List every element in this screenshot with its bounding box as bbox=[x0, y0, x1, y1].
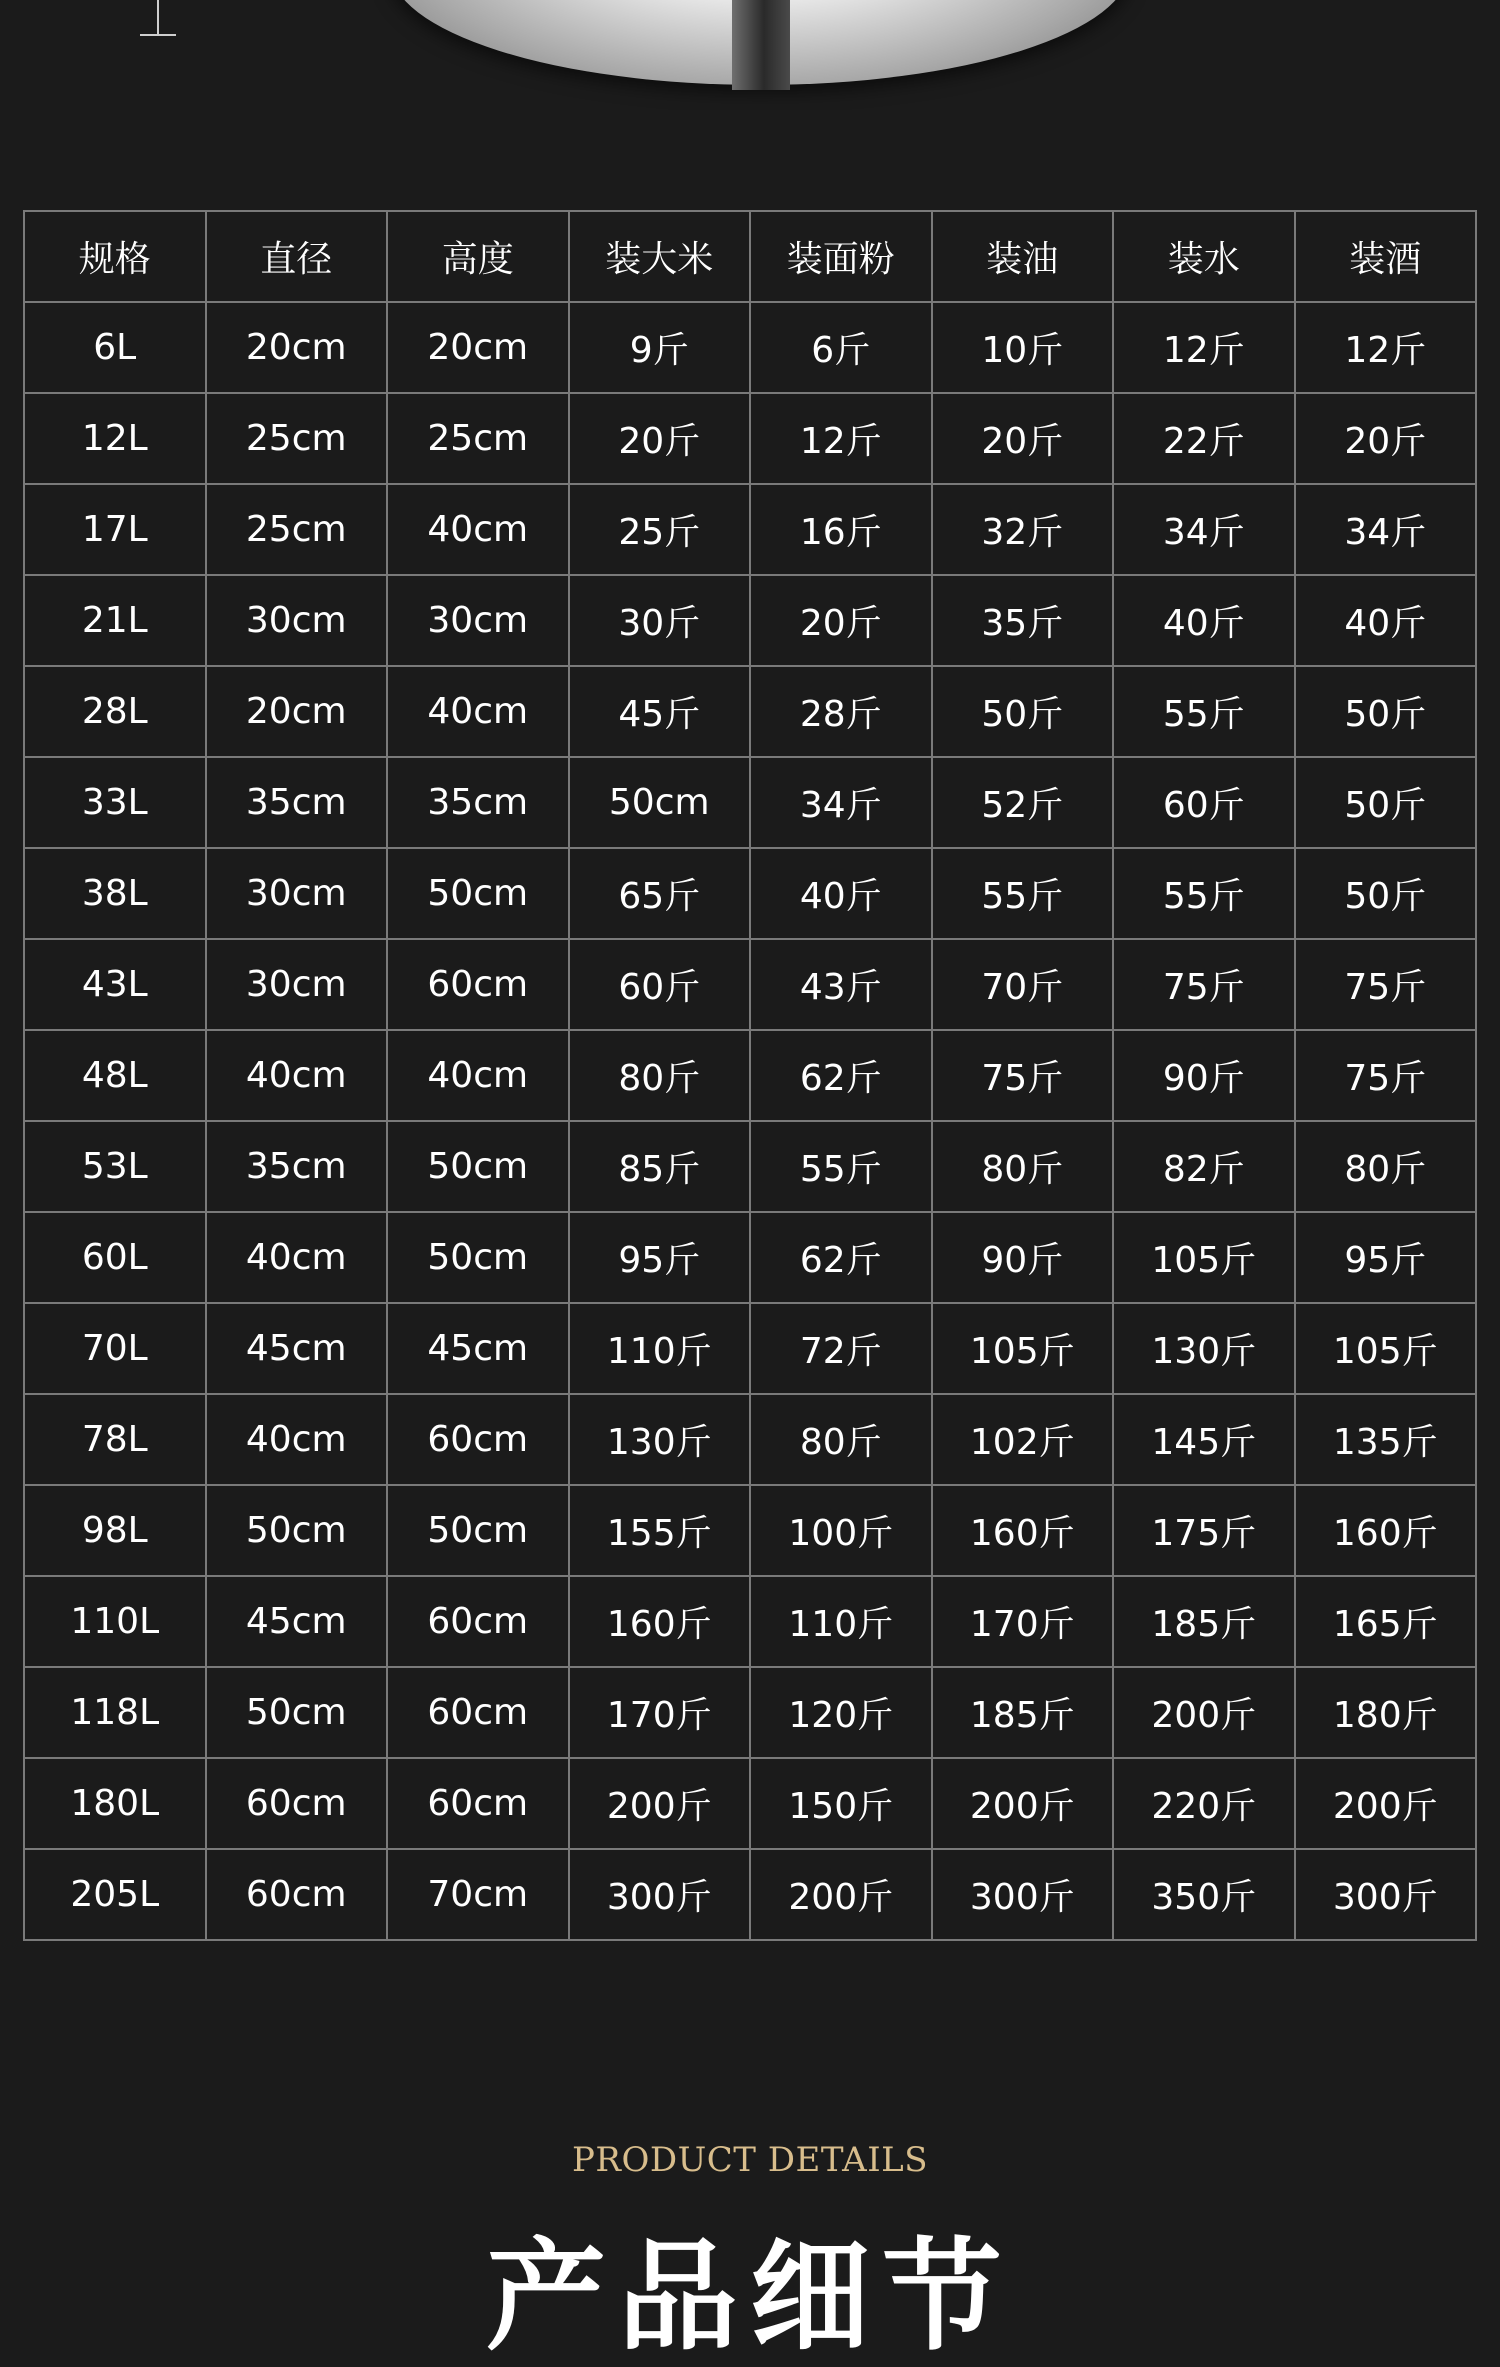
cell-spec: 38L bbox=[24, 848, 206, 939]
header-water: 装水 bbox=[1113, 211, 1295, 302]
cell-spec: 118L bbox=[24, 1667, 206, 1758]
cell-oil: 32斤 bbox=[932, 484, 1114, 575]
cell-rice: 200斤 bbox=[569, 1758, 751, 1849]
cell-flour: 43斤 bbox=[750, 939, 932, 1030]
table-row bbox=[24, 1849, 1476, 1940]
header-spec: 规格 bbox=[24, 211, 206, 302]
cell-flour: 6斤 bbox=[750, 302, 932, 393]
cell-oil: 52斤 bbox=[932, 757, 1114, 848]
cell-flour: 80斤 bbox=[750, 1394, 932, 1485]
cell-oil: 35斤 bbox=[932, 575, 1114, 666]
cell-height: 60cm bbox=[387, 1394, 569, 1485]
table-row bbox=[24, 666, 1476, 757]
cell-diameter: 50cm bbox=[206, 1485, 388, 1576]
table-row bbox=[24, 1394, 1476, 1485]
cell-wine: 300斤 bbox=[1295, 1849, 1477, 1940]
table-row bbox=[24, 1485, 1476, 1576]
cell-oil: 102斤 bbox=[932, 1394, 1114, 1485]
cell-rice: 130斤 bbox=[569, 1394, 751, 1485]
cell-wine: 50斤 bbox=[1295, 757, 1477, 848]
cell-water: 82斤 bbox=[1113, 1121, 1295, 1212]
cell-wine: 160斤 bbox=[1295, 1485, 1477, 1576]
cell-rice: 9斤 bbox=[569, 302, 751, 393]
cell-flour: 40斤 bbox=[750, 848, 932, 939]
header-wine: 装酒 bbox=[1295, 211, 1477, 302]
cell-wine: 95斤 bbox=[1295, 1212, 1477, 1303]
cell-oil: 70斤 bbox=[932, 939, 1114, 1030]
cell-water: 105斤 bbox=[1113, 1212, 1295, 1303]
cell-rice: 80斤 bbox=[569, 1030, 751, 1121]
cell-spec: 60L bbox=[24, 1212, 206, 1303]
header-oil: 装油 bbox=[932, 211, 1114, 302]
table-row bbox=[24, 848, 1476, 939]
cell-flour: 150斤 bbox=[750, 1758, 932, 1849]
cell-height: 50cm bbox=[387, 1485, 569, 1576]
cell-flour: 120斤 bbox=[750, 1667, 932, 1758]
cell-diameter: 40cm bbox=[206, 1394, 388, 1485]
cell-wine: 165斤 bbox=[1295, 1576, 1477, 1667]
cell-diameter: 40cm bbox=[206, 1212, 388, 1303]
cell-flour: 34斤 bbox=[750, 757, 932, 848]
cell-wine: 40斤 bbox=[1295, 575, 1477, 666]
cell-spec: 48L bbox=[24, 1030, 206, 1121]
cell-wine: 50斤 bbox=[1295, 848, 1477, 939]
table-row bbox=[24, 1667, 1476, 1758]
cell-oil: 185斤 bbox=[932, 1667, 1114, 1758]
cell-water: 185斤 bbox=[1113, 1576, 1295, 1667]
table-body bbox=[24, 302, 1476, 1940]
measure-marker-icon bbox=[140, 0, 176, 36]
cell-wine: 75斤 bbox=[1295, 1030, 1477, 1121]
cell-water: 60斤 bbox=[1113, 757, 1295, 848]
cell-flour: 12斤 bbox=[750, 393, 932, 484]
table-row bbox=[24, 1212, 1476, 1303]
cell-flour: 62斤 bbox=[750, 1212, 932, 1303]
cell-oil: 80斤 bbox=[932, 1121, 1114, 1212]
table-row bbox=[24, 1576, 1476, 1667]
cell-flour: 110斤 bbox=[750, 1576, 932, 1667]
cell-oil: 90斤 bbox=[932, 1212, 1114, 1303]
cell-wine: 20斤 bbox=[1295, 393, 1477, 484]
cell-flour: 200斤 bbox=[750, 1849, 932, 1940]
cell-height: 60cm bbox=[387, 939, 569, 1030]
table-row bbox=[24, 939, 1476, 1030]
cell-oil: 105斤 bbox=[932, 1303, 1114, 1394]
cell-water: 12斤 bbox=[1113, 302, 1295, 393]
table-row bbox=[24, 484, 1476, 575]
cell-water: 40斤 bbox=[1113, 575, 1295, 666]
cell-diameter: 30cm bbox=[206, 848, 388, 939]
table-row bbox=[24, 757, 1476, 848]
cell-rice: 65斤 bbox=[569, 848, 751, 939]
cell-wine: 80斤 bbox=[1295, 1121, 1477, 1212]
cell-water: 34斤 bbox=[1113, 484, 1295, 575]
cell-height: 70cm bbox=[387, 1849, 569, 1940]
cell-water: 130斤 bbox=[1113, 1303, 1295, 1394]
cell-height: 20cm bbox=[387, 302, 569, 393]
cell-height: 40cm bbox=[387, 484, 569, 575]
cell-diameter: 45cm bbox=[206, 1576, 388, 1667]
table-row bbox=[24, 302, 1476, 393]
cell-oil: 160斤 bbox=[932, 1485, 1114, 1576]
cell-spec: 53L bbox=[24, 1121, 206, 1212]
cell-water: 55斤 bbox=[1113, 848, 1295, 939]
cell-flour: 72斤 bbox=[750, 1303, 932, 1394]
cell-water: 145斤 bbox=[1113, 1394, 1295, 1485]
cell-flour: 28斤 bbox=[750, 666, 932, 757]
cell-oil: 55斤 bbox=[932, 848, 1114, 939]
cell-rice: 110斤 bbox=[569, 1303, 751, 1394]
cell-height: 25cm bbox=[387, 393, 569, 484]
cell-oil: 300斤 bbox=[932, 1849, 1114, 1940]
table-row bbox=[24, 1121, 1476, 1212]
cell-oil: 75斤 bbox=[932, 1030, 1114, 1121]
cell-water: 175斤 bbox=[1113, 1485, 1295, 1576]
cell-diameter: 20cm bbox=[206, 666, 388, 757]
cell-spec: 43L bbox=[24, 939, 206, 1030]
header-diameter: 直径 bbox=[206, 211, 388, 302]
cell-rice: 155斤 bbox=[569, 1485, 751, 1576]
cell-water: 22斤 bbox=[1113, 393, 1295, 484]
cell-rice: 50cm bbox=[569, 757, 751, 848]
cell-rice: 45斤 bbox=[569, 666, 751, 757]
cell-height: 60cm bbox=[387, 1667, 569, 1758]
cell-diameter: 35cm bbox=[206, 757, 388, 848]
cell-spec: 28L bbox=[24, 666, 206, 757]
cell-oil: 50斤 bbox=[932, 666, 1114, 757]
cell-diameter: 25cm bbox=[206, 393, 388, 484]
cell-rice: 30斤 bbox=[569, 575, 751, 666]
cell-wine: 75斤 bbox=[1295, 939, 1477, 1030]
cell-spec: 78L bbox=[24, 1394, 206, 1485]
cell-spec: 110L bbox=[24, 1576, 206, 1667]
cell-wine: 135斤 bbox=[1295, 1394, 1477, 1485]
header-rice: 装大米 bbox=[569, 211, 751, 302]
cell-water: 200斤 bbox=[1113, 1667, 1295, 1758]
cell-spec: 21L bbox=[24, 575, 206, 666]
cell-water: 75斤 bbox=[1113, 939, 1295, 1030]
cell-wine: 200斤 bbox=[1295, 1758, 1477, 1849]
cell-rice: 300斤 bbox=[569, 1849, 751, 1940]
cell-diameter: 60cm bbox=[206, 1758, 388, 1849]
cell-wine: 105斤 bbox=[1295, 1303, 1477, 1394]
cell-wine: 12斤 bbox=[1295, 302, 1477, 393]
cell-diameter: 40cm bbox=[206, 1030, 388, 1121]
section-subtitle: PRODUCT DETAILS bbox=[571, 2140, 929, 2180]
cell-rice: 60斤 bbox=[569, 939, 751, 1030]
cell-wine: 34斤 bbox=[1295, 484, 1477, 575]
cell-height: 45cm bbox=[387, 1303, 569, 1394]
cell-flour: 16斤 bbox=[750, 484, 932, 575]
table-row bbox=[24, 1303, 1476, 1394]
cell-spec: 6L bbox=[24, 302, 206, 393]
cell-height: 50cm bbox=[387, 1121, 569, 1212]
table-row bbox=[24, 1030, 1476, 1121]
cell-spec: 33L bbox=[24, 757, 206, 848]
cell-height: 50cm bbox=[387, 848, 569, 939]
cell-wine: 180斤 bbox=[1295, 1667, 1477, 1758]
cell-height: 40cm bbox=[387, 666, 569, 757]
cell-height: 50cm bbox=[387, 1212, 569, 1303]
cell-height: 60cm bbox=[387, 1576, 569, 1667]
cell-rice: 160斤 bbox=[569, 1576, 751, 1667]
cell-rice: 20斤 bbox=[569, 393, 751, 484]
table-header-row bbox=[24, 211, 1476, 302]
cell-diameter: 20cm bbox=[206, 302, 388, 393]
cell-height: 40cm bbox=[387, 1030, 569, 1121]
table-row bbox=[24, 1758, 1476, 1849]
cell-height: 35cm bbox=[387, 757, 569, 848]
header-flour: 装面粉 bbox=[750, 211, 932, 302]
spec-table bbox=[23, 210, 1477, 1941]
cell-rice: 170斤 bbox=[569, 1667, 751, 1758]
cell-diameter: 30cm bbox=[206, 575, 388, 666]
cell-flour: 100斤 bbox=[750, 1485, 932, 1576]
cell-spec: 12L bbox=[24, 393, 206, 484]
cell-oil: 20斤 bbox=[932, 393, 1114, 484]
section-title: 产品细节 bbox=[486, 2228, 1014, 2367]
cell-diameter: 30cm bbox=[206, 939, 388, 1030]
cell-oil: 10斤 bbox=[932, 302, 1114, 393]
cell-rice: 25斤 bbox=[569, 484, 751, 575]
cell-flour: 55斤 bbox=[750, 1121, 932, 1212]
cell-diameter: 50cm bbox=[206, 1667, 388, 1758]
cell-rice: 85斤 bbox=[569, 1121, 751, 1212]
cell-height: 60cm bbox=[387, 1758, 569, 1849]
product-image-top bbox=[0, 0, 1500, 110]
cell-height: 30cm bbox=[387, 575, 569, 666]
cell-water: 55斤 bbox=[1113, 666, 1295, 757]
cell-flour: 20斤 bbox=[750, 575, 932, 666]
cell-water: 350斤 bbox=[1113, 1849, 1295, 1940]
cell-spec: 17L bbox=[24, 484, 206, 575]
cell-diameter: 25cm bbox=[206, 484, 388, 575]
cell-diameter: 60cm bbox=[206, 1849, 388, 1940]
cell-spec: 70L bbox=[24, 1303, 206, 1394]
cell-diameter: 45cm bbox=[206, 1303, 388, 1394]
cell-flour: 62斤 bbox=[750, 1030, 932, 1121]
cell-spec: 205L bbox=[24, 1849, 206, 1940]
header-height: 高度 bbox=[387, 211, 569, 302]
cell-wine: 50斤 bbox=[1295, 666, 1477, 757]
pot-lid-image bbox=[390, 0, 1130, 85]
cell-water: 220斤 bbox=[1113, 1758, 1295, 1849]
cell-spec: 180L bbox=[24, 1758, 206, 1849]
cell-spec: 98L bbox=[24, 1485, 206, 1576]
cell-diameter: 35cm bbox=[206, 1121, 388, 1212]
cell-rice: 95斤 bbox=[569, 1212, 751, 1303]
table-row bbox=[24, 575, 1476, 666]
table-row bbox=[24, 393, 1476, 484]
cell-water: 90斤 bbox=[1113, 1030, 1295, 1121]
cell-oil: 200斤 bbox=[932, 1758, 1114, 1849]
cell-oil: 170斤 bbox=[932, 1576, 1114, 1667]
